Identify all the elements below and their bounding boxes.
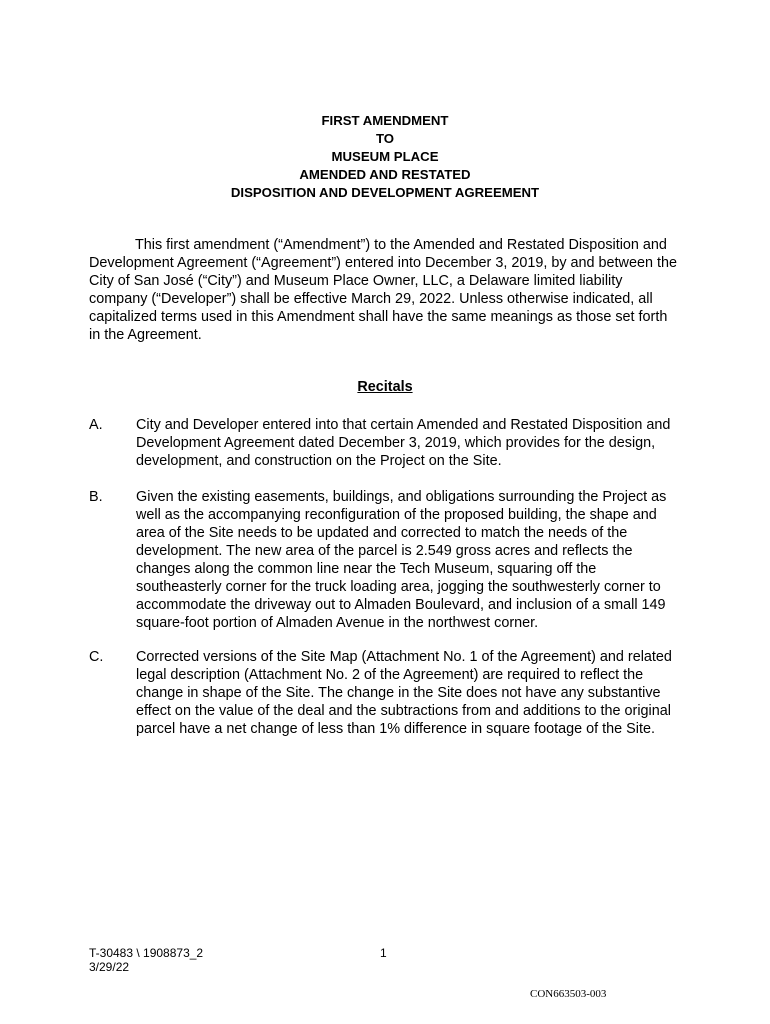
recital-text: Corrected versions of the Site Map (Attachment No. 1 of the Agreement) and related legal description (Attachment No. 2 of the Agreement) are required to reflect the change in shape of the Site. The change in the Site does not have any substantive effect on the value of the deal and the subtractions from and additions to the original parcel have a net change of less than 1% difference in square footage of the Site.: [136, 649, 672, 737]
recitals-heading: Recitals: [357, 379, 413, 395]
recital-text: Given the existing easements, buildings, and obligations surrounding the Project as well as the accompanying reconfiguration of the proposed building, the shape and area of the Site needs to be updated and corrected to match the needs of the development. The new area of the parcel is 2.549 gross acres and reflects the changes along the common line near the Tech Museum, squaring off the southeasterly corner for the truck loading area, jogging the southwesterly corner to accommodate the driveway out to Almaden Boulevard, and inclusion of a small 149 square-foot portion of Almaden Avenue in the northwest corner.: [136, 489, 667, 631]
footer-doc-id: T-30483 \ 1908873_2: [89, 946, 204, 960]
recital-letter: A.: [89, 417, 103, 433]
title-line: FIRST AMENDMENT: [321, 113, 449, 128]
footer-doc-info: [89, 946, 203, 974]
title-line: MUSEUM PLACE: [331, 149, 439, 164]
recital-letter: B.: [89, 489, 103, 505]
recital-item: [89, 416, 679, 470]
title-line: TO: [375, 131, 395, 146]
contract-id: CON663503-003: [530, 988, 607, 1000]
footer-date: 3/29/22: [89, 960, 130, 974]
recital-text: City and Developer entered into that certain Amended and Restated Disposition and Development Agreement dated December 3, 2019, which provides for the design, development, and construction on the Project on the Site.: [136, 417, 671, 469]
title-line: AMENDED AND RESTATED: [299, 167, 471, 182]
title-line: DISPOSITION AND DEVELOPMENT AGREEMENT: [230, 185, 540, 200]
recital-item: [89, 488, 679, 632]
document-title: [0, 112, 770, 202]
page-number: 1: [380, 946, 387, 960]
intro-paragraph: This first amendment (“Amendment”) to the Amended and Restated Disposition and Development Agreement (“Agreement”) entered into December 3, 2019, by and between the City of San José (“City”) and Museum Place Owner, LLC, a Delaware limited liability company (“Developer”) shall be effective March 29, 2022. Unless otherwise indicated, all capitalized terms used in this Amendment shall have the same meanings as those set forth in the Agreement.: [89, 237, 677, 343]
recital-letter: C.: [89, 649, 104, 665]
recital-item: [89, 648, 679, 738]
